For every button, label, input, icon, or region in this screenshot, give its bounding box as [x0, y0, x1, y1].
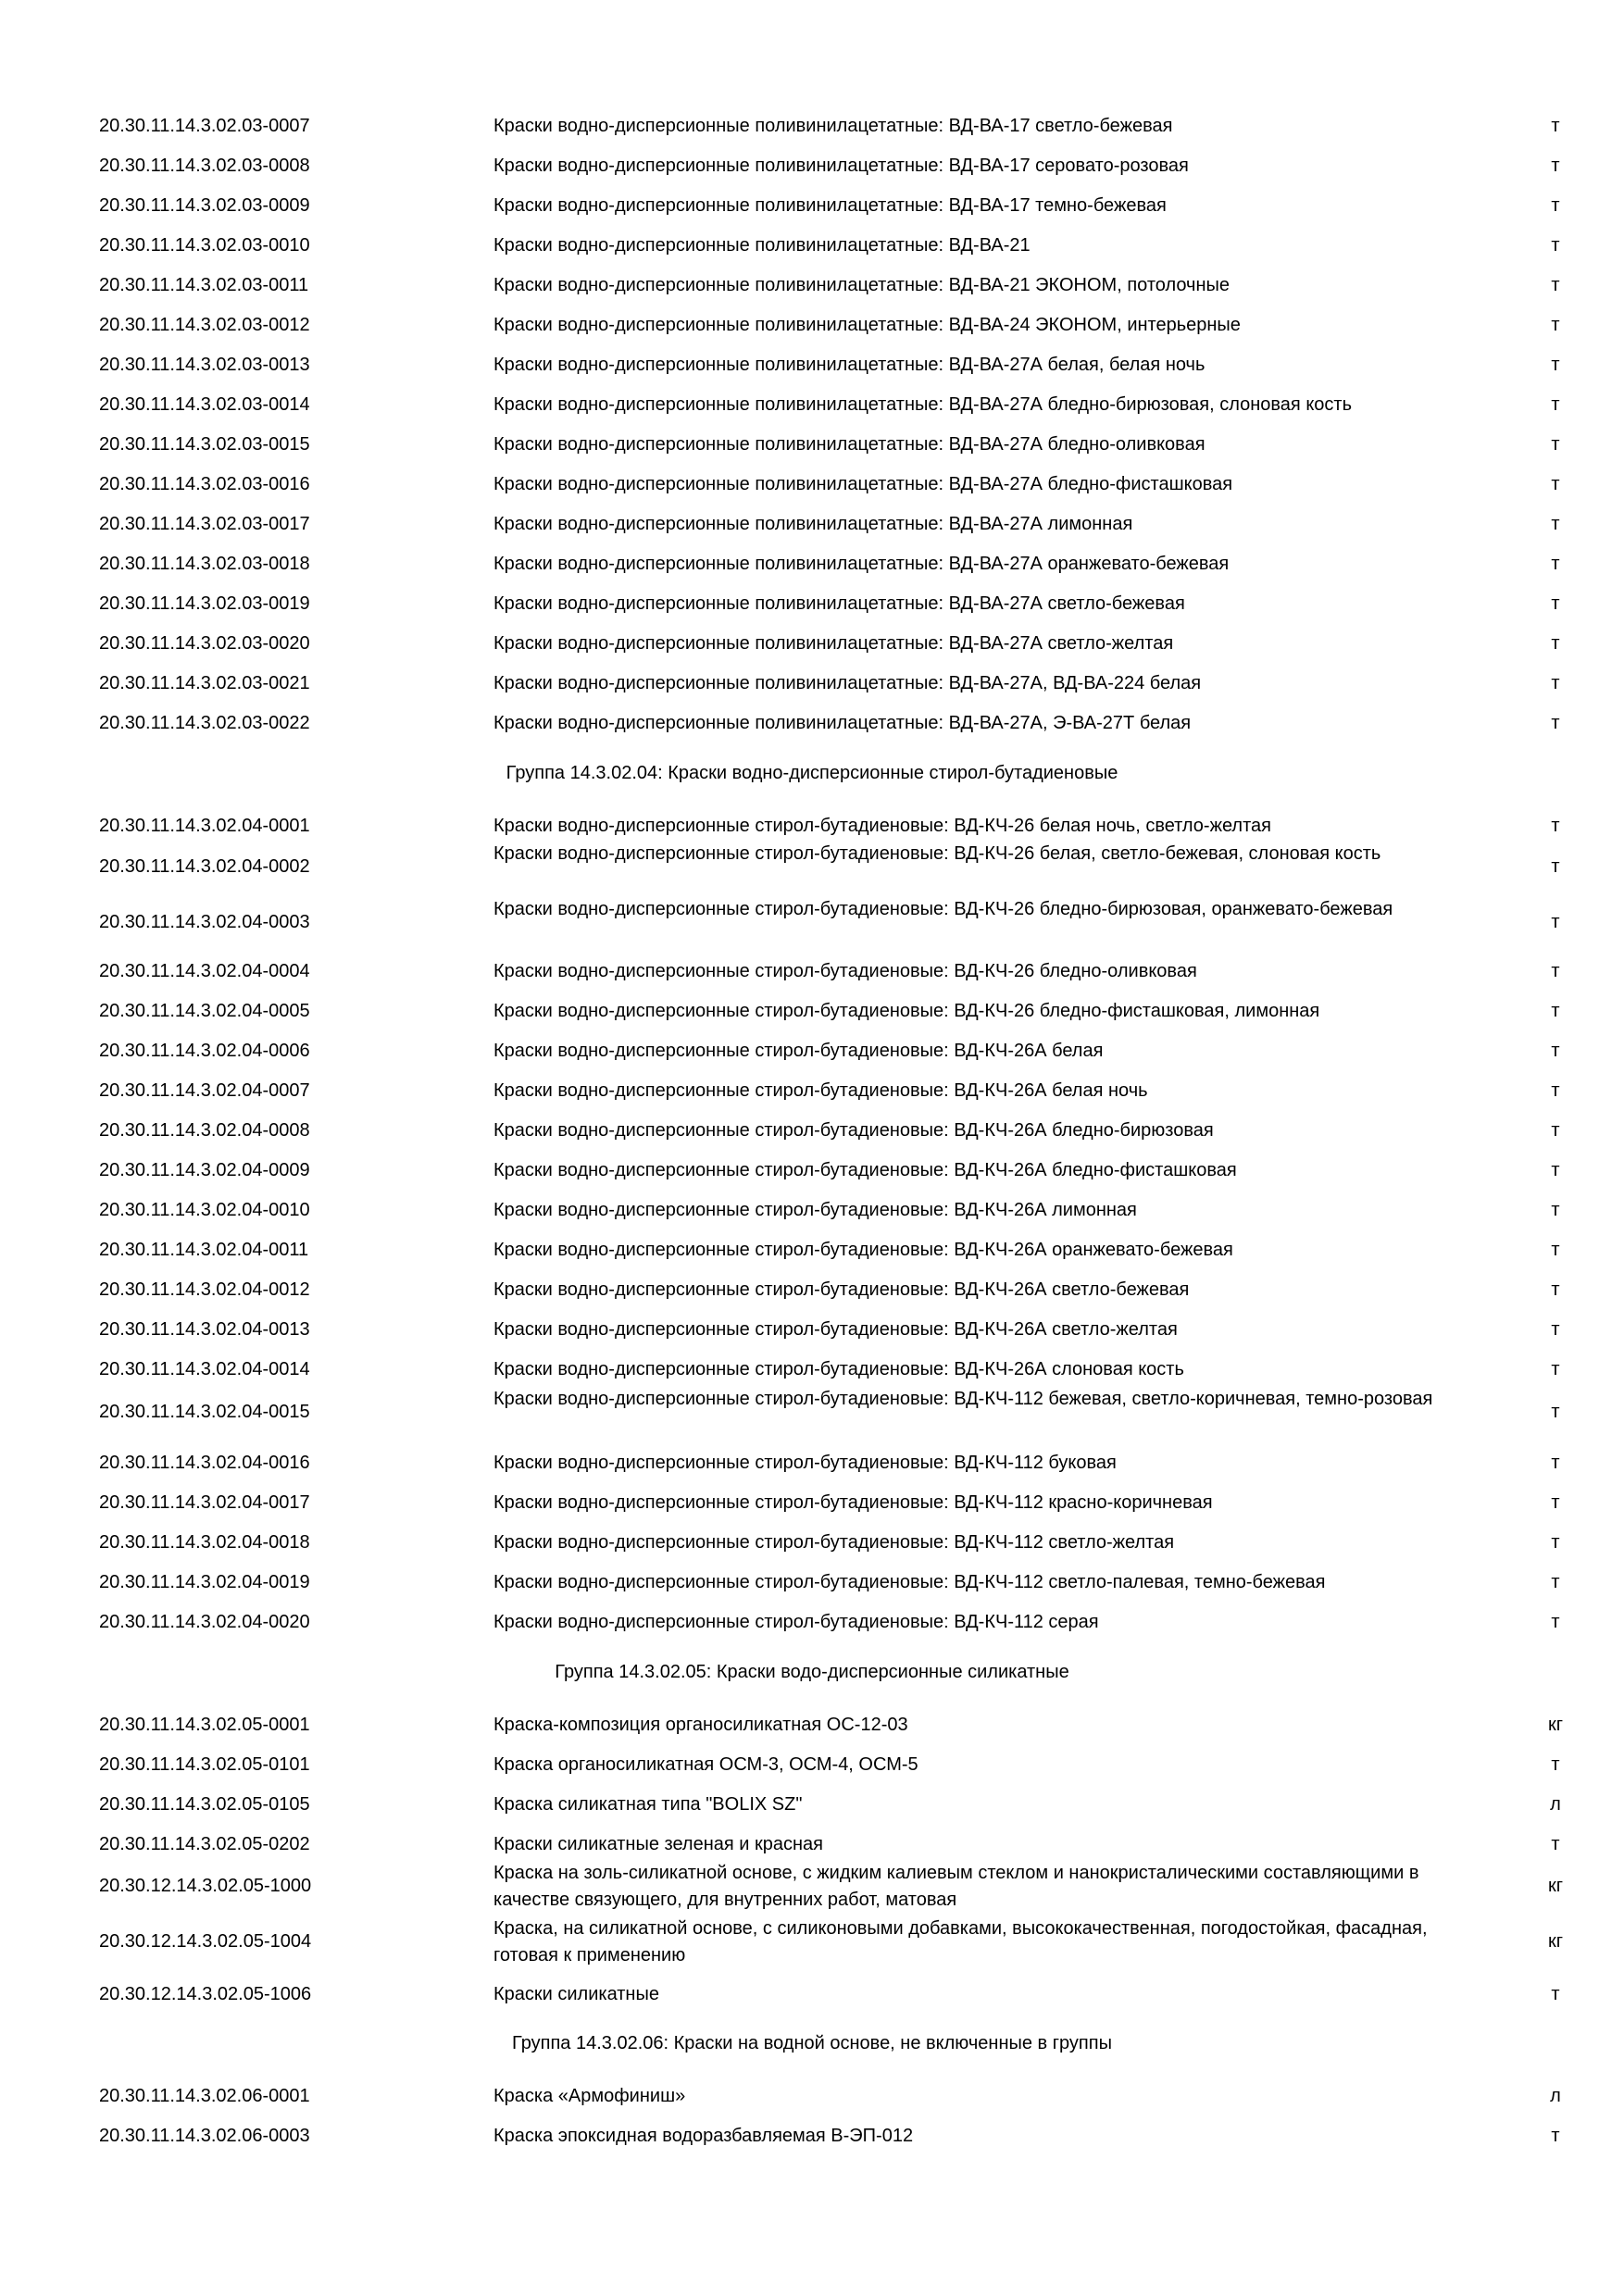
item-code: 20.30.11.14.3.02.04-0003 [99, 912, 310, 932]
item-code: 20.30.11.14.3.02.03-0008 [99, 156, 310, 176]
item-code: 20.30.11.14.3.02.04-0004 [99, 961, 310, 981]
item-code: 20.30.11.14.3.02.04-0012 [99, 1279, 310, 1300]
item-unit: т [1551, 474, 1560, 494]
item-code: 20.30.11.14.3.02.05-0105 [99, 1794, 310, 1815]
item-code: 20.30.11.14.3.02.03-0012 [99, 315, 310, 335]
item-unit: т [1551, 1120, 1560, 1141]
item-code: 20.30.11.14.3.02.03-0011 [99, 275, 309, 295]
item-name: Краски водно-дисперсионные стирол-бутадиеновые: ВД-КЧ-112 бежевая, светло-коричневая, темно-розовая [493, 1389, 1433, 1409]
item-code: 20.30.11.14.3.02.04-0018 [99, 1532, 310, 1553]
item-name: Краски водно-дисперсионные поливинилацетатные: ВД-ВА-27А бледно-бирюзовая, слоновая кость [493, 394, 1352, 415]
item-code: 20.30.11.14.3.02.05-0001 [99, 1715, 310, 1735]
item-code: 20.30.12.14.3.02.05-1004 [99, 1931, 312, 1952]
item-name: Краски водно-дисперсионные стирол-бутадиеновые: ВД-КЧ-26А белая [493, 1041, 1104, 1061]
group-heading: Группа 14.3.02.05: Краски водо-дисперсионные силикатные [555, 1662, 1069, 1682]
item-code: 20.30.11.14.3.02.04-0016 [99, 1453, 310, 1473]
item-code: 20.30.11.14.3.02.05-0202 [99, 1834, 310, 1854]
item-code: 20.30.11.14.3.02.03-0014 [99, 394, 310, 415]
item-name: Краски водно-дисперсионные стирол-бутадиеновые: ВД-КЧ-112 светло-палевая, темно-бежевая [493, 1572, 1326, 1592]
item-unit: т [1551, 116, 1560, 136]
item-code: 20.30.11.14.3.02.03-0015 [99, 434, 310, 455]
item-unit: т [1551, 1001, 1560, 1021]
item-name: Краски водно-дисперсионные стирол-бутадиеновые: ВД-КЧ-26 белая ночь, светло-желтая [493, 816, 1271, 836]
item-name: Краски силикатные зеленая и красная [493, 1834, 823, 1854]
item-name: Краски водно-дисперсионные поливинилацетатные: ВД-ВА-27А бледно-оливковая [493, 434, 1206, 455]
item-code: 20.30.11.14.3.02.03-0013 [99, 355, 310, 375]
item-code: 20.30.11.14.3.02.06-0003 [99, 2126, 310, 2146]
item-code: 20.30.11.14.3.02.04-0014 [99, 1359, 310, 1379]
item-unit: т [1551, 156, 1560, 176]
item-code: 20.30.11.14.3.02.04-0005 [99, 1001, 310, 1021]
item-name: Краски водно-дисперсионные стирол-бутадиеновые: ВД-КЧ-112 серая [493, 1612, 1099, 1632]
item-code: 20.30.11.14.3.02.04-0017 [99, 1492, 310, 1513]
item-name: Краски силикатные [493, 1984, 659, 2004]
item-unit: л [1550, 2086, 1561, 2106]
item-code: 20.30.11.14.3.02.03-0016 [99, 474, 310, 494]
item-code: 20.30.11.14.3.02.04-0007 [99, 1080, 310, 1101]
item-name: Краски водно-дисперсионные стирол-бутадиеновые: ВД-КЧ-112 буковая [493, 1453, 1117, 1473]
item-unit: т [1551, 633, 1560, 654]
item-code: 20.30.11.14.3.02.03-0020 [99, 633, 310, 654]
item-name: Краска, на силикатной основе, с силиконовыми добавками, высококачественная, погодостойкая, фасадная, готовая к применению [493, 1918, 1428, 1965]
item-name: Краски водно-дисперсионные поливинилацетатные: ВД-ВА-17 темно-бежевая [493, 195, 1167, 216]
item-name: Краски водно-дисперсионные стирол-бутадиеновые: ВД-КЧ-26А белая ночь [493, 1080, 1148, 1101]
item-name: Краски водно-дисперсионные стирол-бутадиеновые: ВД-КЧ-26А слоновая кость [493, 1359, 1184, 1379]
item-unit: т [1551, 1402, 1560, 1422]
item-code: 20.30.12.14.3.02.05-1006 [99, 1984, 312, 2004]
item-name: Краски водно-дисперсионные стирол-бутадиеновые: ВД-КЧ-26 бледно-бирюзовая, оранжевато-бежевая [493, 899, 1393, 919]
item-unit: т [1551, 1359, 1560, 1379]
item-name: Краски водно-дисперсионные поливинилацетатные: ВД-ВА-27А, ВД-ВА-224 белая [493, 673, 1202, 693]
item-name: Краски водно-дисперсионные поливинилацетатные: ВД-ВА-17 светло-бежевая [493, 116, 1173, 136]
item-name: Краска эпоксидная водоразбавляемая В-ЭП-012 [493, 2126, 914, 2146]
group-heading: Группа 14.3.02.06: Краски на водной основе, не включенные в группы [512, 2033, 1112, 2053]
item-name: Краски водно-дисперсионные стирол-бутадиеновые: ВД-КЧ-26А оранжевато-бежевая [493, 1240, 1233, 1260]
item-unit: кг [1547, 1931, 1564, 1952]
item-unit: кг [1547, 1876, 1564, 1896]
item-unit: т [1551, 912, 1560, 932]
item-code: 20.30.11.14.3.02.04-0015 [99, 1402, 310, 1422]
item-code: 20.30.11.14.3.02.05-0101 [99, 1754, 310, 1775]
item-name: Краски водно-дисперсионные стирол-бутадиеновые: ВД-КЧ-26 бледно-оливковая [493, 961, 1197, 981]
item-name: Краска «Армофиниш» [493, 2086, 686, 2106]
item-name: Краски водно-дисперсионные стирол-бутадиеновые: ВД-КЧ-26А светло-желтая [493, 1319, 1178, 1340]
item-code: 20.30.11.14.3.02.04-0019 [99, 1572, 310, 1592]
item-unit: т [1551, 1453, 1560, 1473]
item-name: Краски водно-дисперсионные поливинилацетатные: ВД-ВА-21 ЭКОНОМ, потолочные [493, 275, 1230, 295]
item-name: Краски водно-дисперсионные поливинилацетатные: ВД-ВА-17 серовато-розовая [493, 156, 1189, 176]
item-code: 20.30.11.14.3.02.03-0021 [99, 673, 310, 693]
item-unit: т [1551, 1279, 1560, 1300]
item-unit: т [1551, 816, 1560, 836]
item-name: Краски водно-дисперсионные поливинилацетатные: ВД-ВА-27А лимонная [493, 514, 1133, 534]
item-code: 20.30.11.14.3.02.03-0007 [99, 116, 310, 136]
item-code: 20.30.11.14.3.02.04-0008 [99, 1120, 310, 1141]
item-name: Краски водно-дисперсионные стирол-бутадиеновые: ВД-КЧ-26 бледно-фисташковая, лимонная [493, 1001, 1320, 1021]
item-unit: т [1551, 195, 1560, 216]
item-code: 20.30.11.14.3.02.03-0017 [99, 514, 310, 534]
item-unit: т [1551, 1080, 1560, 1101]
item-code: 20.30.11.14.3.02.04-0020 [99, 1612, 310, 1632]
item-unit: т [1551, 1612, 1560, 1632]
item-code: 20.30.11.14.3.02.04-0013 [99, 1319, 310, 1340]
item-name: Краски водно-дисперсионные стирол-бутадиеновые: ВД-КЧ-26А светло-бежевая [493, 1279, 1190, 1300]
item-unit: т [1551, 961, 1560, 981]
item-unit: т [1551, 315, 1560, 335]
item-unit: т [1551, 1240, 1560, 1260]
item-name: Краски водно-дисперсионные поливинилацетатные: ВД-ВА-27А светло-желтая [493, 633, 1174, 654]
item-unit: т [1551, 394, 1560, 415]
item-unit: т [1551, 713, 1560, 733]
item-unit: т [1551, 593, 1560, 614]
item-unit: л [1550, 1794, 1561, 1815]
item-code: 20.30.11.14.3.02.03-0010 [99, 235, 310, 256]
item-unit: т [1551, 1984, 1560, 2004]
item-name: Краска органосиликатная ОСМ-3, ОСМ-4, ОСМ-5 [493, 1754, 918, 1775]
item-code: 20.30.11.14.3.02.04-0002 [99, 856, 310, 877]
item-unit: т [1551, 434, 1560, 455]
item-code: 20.30.11.14.3.02.06-0001 [99, 2086, 310, 2106]
item-code: 20.30.11.14.3.02.04-0006 [99, 1041, 310, 1061]
item-name: Краски водно-дисперсионные поливинилацетатные: ВД-ВА-27А белая, белая ночь [493, 355, 1206, 375]
item-name: Краска на золь-силикатной основе, с жидким калиевым стеклом и нанокристалическими составляющими в качестве связующего, для внутренних работ, матовая [493, 1863, 1419, 1910]
item-unit: т [1551, 1160, 1560, 1180]
group-heading: Группа 14.3.02.04: Краски водно-дисперсионные стирол-бутадиеновые [506, 763, 1118, 783]
item-name: Краски водно-дисперсионные стирол-бутадиеновые: ВД-КЧ-26 белая, светло-бежевая, слоновая кость [493, 843, 1381, 864]
item-code: 20.30.11.14.3.02.03-0018 [99, 554, 310, 574]
item-code: 20.30.11.14.3.02.03-0022 [99, 713, 310, 733]
item-code: 20.30.11.14.3.02.03-0009 [99, 195, 310, 216]
item-name: Краски водно-дисперсионные поливинилацетатные: ВД-ВА-27А оранжевато-бежевая [493, 554, 1230, 574]
item-unit: т [1551, 1834, 1560, 1854]
item-unit: т [1551, 1572, 1560, 1592]
item-code: 20.30.11.14.3.02.04-0011 [99, 1240, 309, 1260]
item-unit: т [1551, 1754, 1560, 1775]
item-name: Краски водно-дисперсионные поливинилацетатные: ВД-ВА-27А светло-бежевая [493, 593, 1185, 614]
item-name: Краски водно-дисперсионные стирол-бутадиеновые: ВД-КЧ-26А лимонная [493, 1200, 1137, 1220]
item-name: Краски водно-дисперсионные стирол-бутадиеновые: ВД-КЧ-112 красно-коричневая [493, 1492, 1213, 1513]
item-code: 20.30.11.14.3.02.04-0001 [99, 816, 310, 836]
item-code: 20.30.11.14.3.02.04-0010 [99, 1200, 310, 1220]
item-name: Краски водно-дисперсионные стирол-бутадиеновые: ВД-КЧ-26А бледно-фисташковая [493, 1160, 1237, 1180]
item-unit: т [1551, 275, 1560, 295]
item-name: Краски водно-дисперсионные стирол-бутадиеновые: ВД-КЧ-112 светло-желтая [493, 1532, 1175, 1553]
item-code: 20.30.11.14.3.02.04-0009 [99, 1160, 310, 1180]
item-code: 20.30.12.14.3.02.05-1000 [99, 1876, 312, 1896]
item-name: Краски водно-дисперсионные поливинилацетатные: ВД-ВА-21 [493, 235, 1031, 256]
item-unit: т [1551, 1492, 1560, 1513]
item-name: Краски водно-дисперсионные поливинилацетатные: ВД-ВА-24 ЭКОНОМ, интерьерные [493, 315, 1241, 335]
item-unit: кг [1547, 1715, 1564, 1735]
item-unit: т [1551, 1041, 1560, 1061]
item-name: Краска-композиция органосиликатная ОС-12-03 [493, 1715, 908, 1735]
item-code: 20.30.11.14.3.02.03-0019 [99, 593, 310, 614]
item-unit: т [1551, 554, 1560, 574]
item-unit: т [1551, 2126, 1560, 2146]
item-unit: т [1551, 355, 1560, 375]
item-name: Краска силикатная типа "BOLIX SZ" [493, 1794, 803, 1815]
item-unit: т [1551, 1319, 1560, 1340]
item-unit: т [1551, 856, 1560, 877]
item-unit: т [1551, 673, 1560, 693]
item-unit: т [1551, 235, 1560, 256]
item-name: Краски водно-дисперсионные поливинилацетатные: ВД-ВА-27А, Э-ВА-27Т белая [493, 713, 1192, 733]
item-unit: т [1551, 514, 1560, 534]
item-unit: т [1551, 1200, 1560, 1220]
item-unit: т [1551, 1532, 1560, 1553]
item-name: Краски водно-дисперсионные стирол-бутадиеновые: ВД-КЧ-26А бледно-бирюзовая [493, 1120, 1214, 1141]
item-name: Краски водно-дисперсионные поливинилацетатные: ВД-ВА-27А бледно-фисташковая [493, 474, 1233, 494]
